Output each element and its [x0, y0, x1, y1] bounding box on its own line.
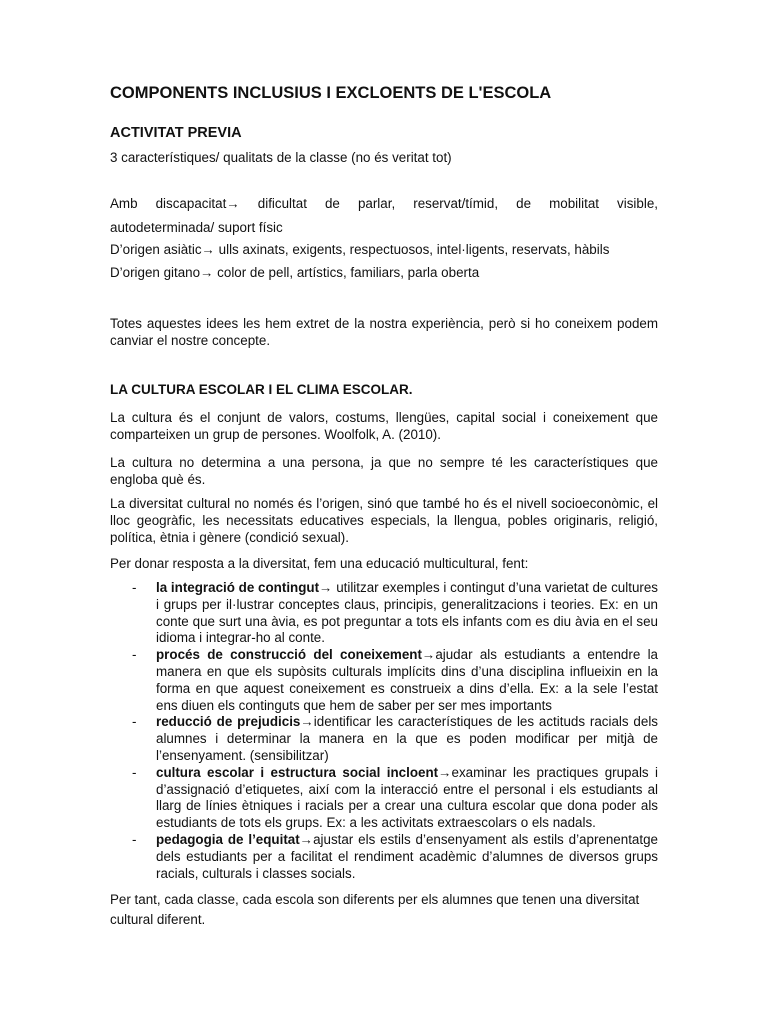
list-item-text: utilitzar exemples i contingut d’una varietat de cultures i grups per il·lustrar conceptes claus, principis, generalitzacions i teories. Ex: en un conte que surt una àvia, es pot preguntar a tots els infants com es diu àvia en el seu idioma i integrar-ho al conte. [156, 580, 658, 646]
document-title: COMPONENTS INCLUSIUS I EXCLOENTS DE L'ESCOLA [110, 84, 552, 102]
discapacitat-line-1: Amb discapacitat→ dificultat de parlar, reservat/tímid, de mobilitat visible, [110, 196, 658, 211]
bullet-dash: - [132, 647, 137, 663]
list-item [110, 647, 658, 714]
list-item-term: reducció de prejudicis→ [156, 714, 314, 730]
list-item [110, 580, 658, 647]
experience-note: Totes aquestes idees les hem extret de la nostra experiència, però si ho coneixem podem canviar el nostre concepte. [110, 316, 658, 348]
bullet-dash: - [132, 714, 137, 730]
list-item-text: ajustar els estils d’ensenyament als estils d’aprenentatge dels estudiants per a facilitat el rendiment acadèmic d’alumnes de diversos grups racials, culturals i classes socials. [156, 831, 658, 881]
list-item-term: la integració de contingut→ [156, 580, 333, 595]
section-heading-cultura-escolar: LA CULTURA ESCOLAR I EL CLIMA ESCOLAR. [110, 382, 413, 397]
closing-paragraph: Per tant, cada classe, cada escola son diferents per els alumnes que tenen una diversitat cultural diferent. [110, 892, 640, 927]
section-heading-activitat-previa: ACTIVITAT PREVIA [110, 125, 242, 141]
list-item-term: pedagogia de l’equitat→ [156, 831, 314, 847]
cultura-determina-paragraph: La cultura no determina a una persona, ja que no sempre té les característiques que engloba què és. [110, 455, 658, 487]
resposta-paragraph: Per donar resposta a la diversitat, fem una educació multicultural, fent: [110, 556, 529, 571]
list-item [110, 832, 658, 882]
discapacitat-paragraph [110, 192, 658, 239]
bullet-dash: - [132, 580, 137, 595]
list-item-text: examinar les practiques grupals i d’assignació d’etiquetes, així com la interacció entre el personal i els estudiants al llarg de línies ètniques i racials per a crear una cultura escolar que dona poder als estudiants de tots els grups. Ex: a les activitats extraescolars o els nadals. [156, 764, 659, 831]
list-item-text: identificar les característiques de les actituds racials dels alumnes i determinar la manera en la que es poden modificar per mitjà de l’ensenyament. (sensibilitzar) [156, 714, 658, 763]
list-item [110, 765, 658, 832]
diversitat-paragraph: La diversitat cultural no només és l’origen, sinó que també ho és el nivell socioeconòmic, el lloc geogràfic, les necessitats educatives especials, la llengua, pobles originaris, religió, política, ètnia i gènere (condició sexual). [110, 496, 658, 545]
cultura-definition-paragraph: La cultura és el conjunt de valors, costums, llengües, capital social i coneixement que comparteixen un grup de persones. Woolfolk, A. (2010). [110, 410, 658, 442]
list-item-text: ajudar als estudiants a entendre la manera en que els supòsits culturals implícits dins d’una disciplina influeixin en la forma en que aquest coneixement es construeix a dins d’ella. Ex: a la sele l’estat ens diuen els continguts que hem de saber per ser mes importants [156, 647, 659, 713]
list-item-term: cultura escolar i estructura social incloent→ [156, 764, 452, 780]
asiatic-line: D’origen asiàtic→ ulls axinats, exigents, respectuosos, intel·ligents, reservats, hàbils [110, 242, 610, 257]
multicultural-list [110, 580, 658, 882]
intro-paragraph: 3 característiques/ qualitats de la classe (no és veritat tot) [110, 150, 452, 165]
bullet-dash: - [132, 764, 137, 780]
discapacitat-line-2: autodeterminada/ suport físic [110, 219, 283, 235]
gitano-line: D’origen gitano→ color de pell, artístics, familiars, parla oberta [110, 265, 480, 280]
list-item [110, 714, 658, 764]
list-item-term: procés de construcció del coneixement→ [156, 647, 436, 663]
bullet-dash: - [132, 831, 137, 847]
